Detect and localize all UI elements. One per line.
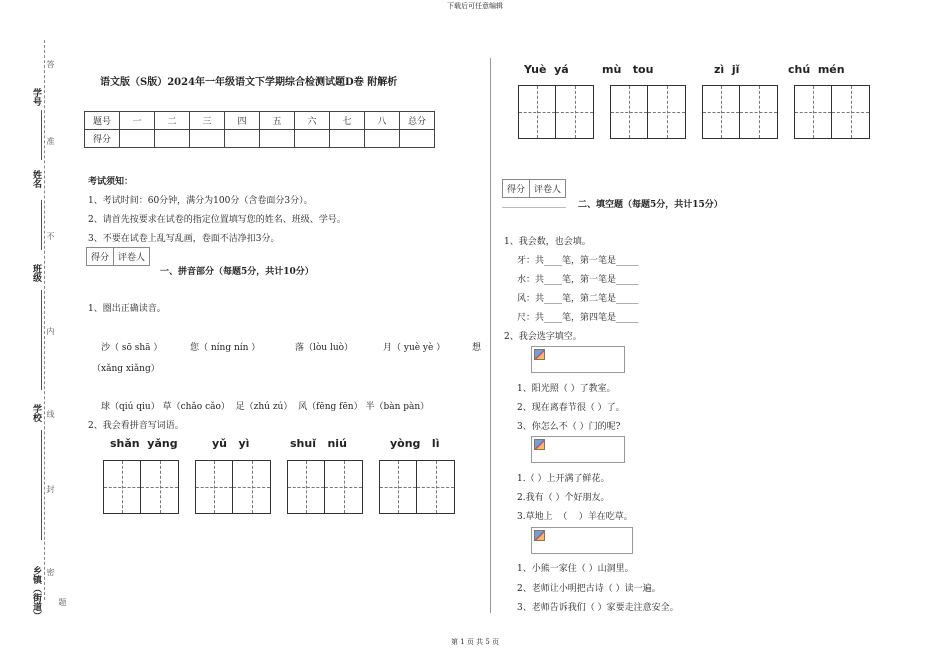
score-table-header: 题号 [85, 112, 120, 130]
binding-label-student-id: 学号 [31, 88, 41, 106]
score-cell[interactable] [295, 130, 330, 148]
binding-mark: 答 [46, 60, 55, 68]
score-cell[interactable] [225, 130, 260, 148]
binding-label-name: 姓名 [31, 170, 41, 188]
binding-label-township: 乡镇（街道） [31, 566, 41, 620]
image-icon [534, 439, 545, 450]
score-cell[interactable] [365, 130, 400, 148]
writing-grid[interactable] [379, 460, 455, 514]
section1-question1: 1、圈出正确读音。 [88, 304, 166, 314]
page-footer: 第 1 页 共 5 页 [450, 638, 500, 646]
score-cell[interactable] [330, 130, 365, 148]
binding-blank [41, 430, 42, 540]
score-cell[interactable] [260, 130, 295, 148]
score-table-header: 七 [330, 112, 365, 130]
fill-blank-item: 2、老师让小明把古诗（ ）读一遍。 [517, 584, 661, 594]
binding-mark: 密 [46, 568, 55, 576]
score-table-header: 二 [155, 112, 190, 130]
score-cell[interactable] [400, 130, 435, 148]
stroke-count-item: 牙：共____笔，第一笔是_____ [517, 256, 639, 266]
notice-item: 2、请首先按要求在试卷的指定位置填写您的姓名、班级、学号。 [88, 215, 346, 225]
writing-grid[interactable] [610, 85, 686, 139]
pinyin-choice: 想 [472, 343, 482, 353]
grader-reviewer-label: 评卷人 [534, 185, 562, 195]
score-table [84, 111, 435, 148]
binding-line [44, 40, 45, 600]
binding-mark: 不 [46, 232, 55, 240]
grader-box [502, 179, 566, 198]
fill-blank-item: 3.草地上 （ ）羊在吃草。 [517, 512, 633, 522]
pinyin-choice: 您（ níng nín ） [190, 343, 261, 353]
pinyin-prompt: mù tou [602, 63, 654, 76]
fill-blank-item: 1.（ ）上开满了鲜花。 [517, 474, 610, 484]
score-table-header-row [85, 112, 435, 130]
section2-question1: 1、我会数，也会填。 [504, 237, 591, 247]
writing-grid[interactable] [518, 85, 594, 139]
pinyin-choice: 月（ yuè yè ） [383, 343, 446, 353]
section1-question2: 2、我会看拼音写词语。 [88, 421, 184, 431]
score-table-header: 五 [260, 112, 295, 130]
binding-label-school: 学校 [31, 404, 41, 422]
pinyin-choice: 落（lòu luò） [295, 343, 354, 353]
binding-blank [41, 200, 42, 250]
pinyin-choice: 沙（ sō shā ） [101, 343, 163, 353]
stroke-count-item: 尺：共____笔，第四笔是_____ [517, 313, 639, 323]
section2-title: 二、填空题（每题5分，共计15分） [578, 200, 723, 210]
score-cell[interactable] [120, 130, 155, 148]
pinyin-prompt: chú mén [788, 63, 845, 76]
score-table-row-label: 得分 [85, 130, 120, 148]
pinyin-prompt: yǔ yì [212, 437, 250, 450]
writing-grid[interactable] [103, 460, 179, 514]
fill-blank-item: 3、老师告诉我们（ ）家要走注意安全。 [517, 603, 679, 613]
fill-blank-item: 2.我有（ ）个好朋友。 [517, 493, 610, 503]
writing-grid[interactable] [702, 85, 778, 139]
binding-mark: 线 [46, 410, 55, 418]
stroke-count-item: 水：共____笔，第一笔是_____ [517, 275, 639, 285]
image-icon [534, 530, 545, 541]
grader-score-label: 得分 [503, 180, 530, 197]
writing-grid[interactable] [794, 85, 870, 139]
notice-item: 3、不要在试卷上乱写乱画，卷面不洁净扣3分。 [88, 234, 280, 244]
pinyin-choice-line: 球（qiú qiu） 草（chǎo cǎo） 足（zhú zú） 风（fēng fēn） 半（bàn pàn） [101, 402, 430, 412]
image-placeholder [531, 346, 625, 373]
pinyin-prompt: zì jǐ [714, 63, 740, 76]
score-table-header: 四 [225, 112, 260, 130]
pinyin-choice: （xǎng xiǎng） [92, 364, 160, 374]
stroke-count-item: 风：共____笔，第二笔是_____ [517, 294, 639, 304]
exam-title: 语文版（S版）2024年一年级语文下学期综合检测试题D卷 附解析 [100, 77, 398, 88]
column-divider [490, 58, 491, 613]
pinyin-prompt: yòng lì [390, 437, 440, 450]
binding-blank [41, 290, 42, 390]
fill-blank-item: 1、小熊一家住（ ）山洞里。 [517, 564, 634, 574]
score-cell[interactable] [155, 130, 190, 148]
section2-question2: 2、我会选字填空。 [504, 332, 582, 342]
score-table-header: 总分 [400, 112, 435, 130]
writing-grid[interactable] [287, 460, 363, 514]
score-cell[interactable] [190, 130, 225, 148]
binding-mark: 封 [46, 485, 55, 493]
image-placeholder [531, 436, 625, 463]
binding-mark: 题 [58, 598, 67, 606]
score-table-header: 一 [120, 112, 155, 130]
notice-heading: 考试须知： [88, 177, 134, 187]
image-placeholder [531, 527, 633, 554]
pinyin-prompt: Yuè yá [524, 63, 569, 76]
grader-underline [502, 207, 566, 208]
binding-label-class: 班级 [31, 264, 41, 282]
binding-blank [41, 110, 42, 160]
pinyin-prompt: shuǐ niú [290, 437, 347, 450]
binding-mark: 内 [46, 327, 55, 335]
score-table-header: 三 [190, 112, 225, 130]
image-icon [534, 349, 545, 360]
fill-blank-item: 2、现在离春节很（ ）了。 [517, 403, 625, 413]
grader-box [86, 247, 150, 266]
binding-mark: 准 [46, 137, 55, 145]
section1-title: 一、拼音部分（每题5分，共计10分） [160, 267, 314, 277]
score-table-header: 八 [365, 112, 400, 130]
fill-blank-item: 1、阳光照（ ）了教室。 [517, 384, 616, 394]
notice-item: 1、考试时间：60分钟，满分为100分（含卷面分3分）。 [88, 196, 313, 206]
header-note: 下载后可任意编辑 [447, 2, 503, 10]
score-table-score-row [85, 130, 435, 148]
writing-grid[interactable] [195, 460, 271, 514]
grader-score-label: 得分 [87, 248, 114, 265]
grader-reviewer-label: 评卷人 [118, 253, 146, 263]
score-table-header: 六 [295, 112, 330, 130]
pinyin-prompt: shǎn yǎng [110, 437, 178, 450]
fill-blank-item: 3、你怎么不（ ）门的呢? [517, 422, 621, 432]
